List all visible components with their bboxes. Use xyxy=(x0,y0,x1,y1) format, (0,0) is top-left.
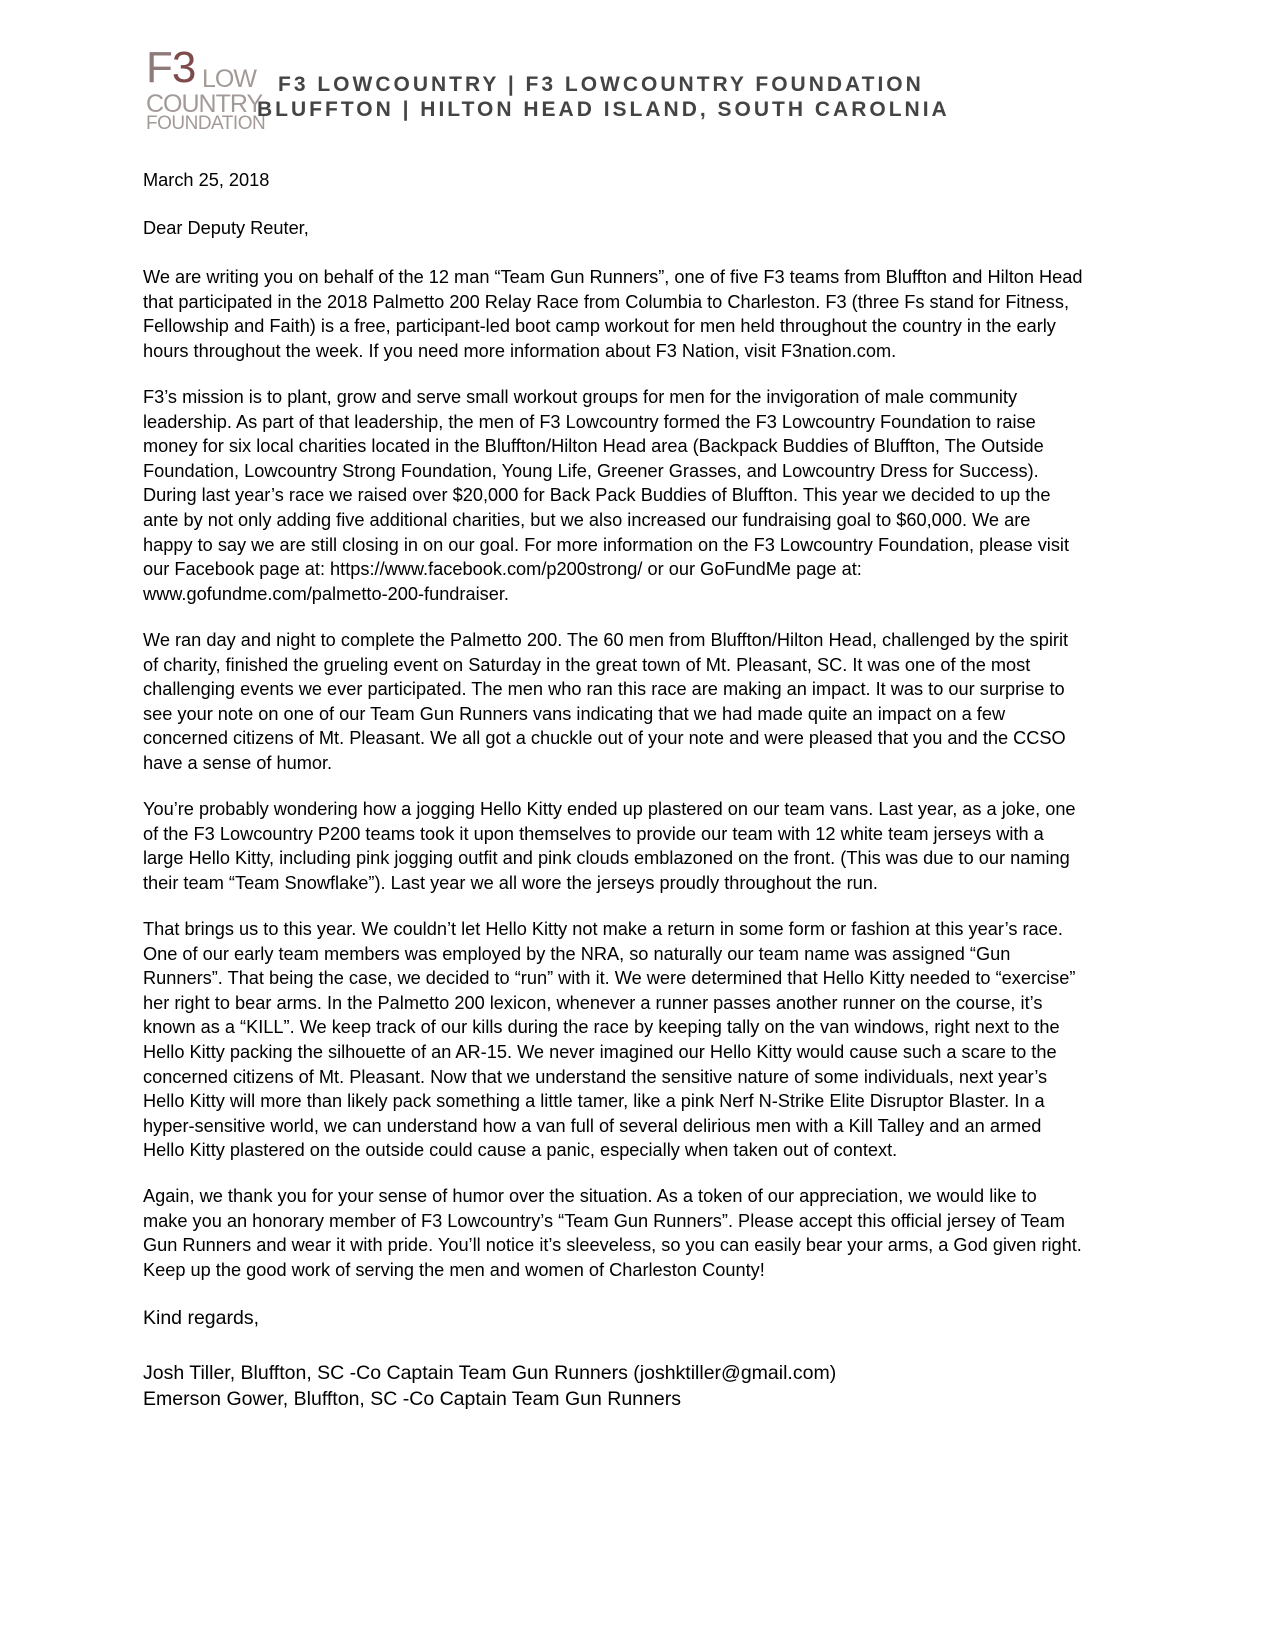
signature-line-2: Emerson Gower, Bluffton, SC -Co Captain Team Gun Runners xyxy=(143,1388,681,1410)
paragraph-intro: We are writing you on behalf of the 12 man “Team Gun Runners”, one of five F3 teams from Bluffton and Hilton Head that participated in the 2018 Palmetto 200 Relay Race from Columbia to Charleston. F3 (three Fs stand for Fitness, Fellowship and Faith) is a free, participant-led boot camp workout for men held throughout the country in the early hours throughout the week. If you need more information about F3 Nation, visit F3nation.com. xyxy=(143,267,1083,361)
paragraph-mission: F3’s mission is to plant, grow and serve small workout groups for men for the invigoration of male community leadership. As part of that leadership, the men of F3 Lowcountry formed the F3 Lowcountry Foundation to raise money for six local charities located in the Bluffton/Hilton Head area (Backpack Buddies of Bluffton, The Outside Foundation, Lowcountry Strong Foundation, Young Life, Greener Grasses, and Lowcountry Dress for Success). During last year’s race we raised over $20,000 for Back Pack Buddies of Bluffton. This year we decided to up the ante by not only adding five additional charities, but we also increased our fundraising goal to $60,000. We are happy to say we are still closing in on our goal. For more information on the F3 Lowcountry Foundation, please visit our Facebook page at: https://www.facebook.com/p200strong/ or our GoFundMe page at: www.gofundme.com/palmetto-200-fundraiser. xyxy=(143,387,1070,604)
logo-three: 3 xyxy=(171,43,196,92)
foundation-logo xyxy=(146,43,266,134)
letterhead-line-1: F3 LOWCOUNTRY | F3 LOWCOUNTRY FOUNDATION xyxy=(278,73,924,96)
logo-f3-mark xyxy=(146,43,196,92)
logo-foundation: FOUNDATION xyxy=(146,113,266,134)
letter-date: March 25, 2018 xyxy=(143,170,270,190)
logo-f: F xyxy=(146,43,172,92)
paragraph-hello-kitty: You’re probably wondering how a jogging Hello Kitty ended up plastered on our team vans. Last year, as a joke, one of the F3 Lowcountry P200 teams took it upon themselves to provide our team with 12 white team jerseys with a large Hello Kitty, including pink jogging outfit and pink clouds emblazoned on the front. (This was due to our naming their team “Team Snowflake”). Last year we all wore the jerseys proudly throughout the run. xyxy=(143,799,1076,893)
logo-low: LOW xyxy=(202,65,256,93)
letterhead-line-2: BLUFFTON | HILTON HEAD ISLAND, SOUTH CAROLNIA xyxy=(257,98,950,121)
paragraph-thanks: Again, we thank you for your sense of humor over the situation. As a token of our appreciation, we would like to make you an honorary member of F3 Lowcountry’s “Team Gun Runners”. Please accept this official jersey of Team Gun Runners and wear it with pride. You’ll notice it’s sleeveless, so you can easily bear your arms, a God given right. Keep up the good work of serving the men and women of Charleston County! xyxy=(143,1186,1082,1280)
letter-closing: Kind regards, xyxy=(143,1307,259,1329)
paragraph-race: We ran day and night to complete the Palmetto 200. The 60 men from Bluffton/Hilton Head, challenged by the spirit of charity, finished the grueling event on Saturday in the great town of Mt. Pleasant, SC. It was one of the most challenging events we ever participated. The men who ran this race are making an impact. It was to our surprise to see your note on one of our Team Gun Runners vans indicating that we had made quite an impact on a few concerned citizens of Mt. Pleasant. We all got a chuckle out of your note and were pleased that you and the CCSO have a sense of humor. xyxy=(143,630,1069,773)
signature-line-1: Josh Tiller, Bluffton, SC -Co Captain Team Gun Runners (joshktiller@gmail.com) xyxy=(143,1362,837,1384)
logo-country: COUNTRY xyxy=(146,90,263,118)
paragraph-this-year: That brings us to this year. We couldn’t let Hello Kitty not make a return in some form or fashion at this year’s race. One of our early team members was employed by the NRA, so naturally our team name was assigned “Gun Runners”. That being the case, we decided to “run” with it. We were determined that Hello Kitty needed to “exercise” her right to bear arms. In the Palmetto 200 lexicon, whenever a runner passes another runner on the course, it’s known as a “KILL”. We keep track of our kills during the race by keeping tally on the van windows, right next to the Hello Kitty packing the silhouette of an AR-15. We never imagined our Hello Kitty would cause such a scare to the concerned citizens of Mt. Pleasant. Now that we understand the sensitive nature of some individuals, next year’s Hello Kitty will more than likely pack something a little tamer, like a pink Nerf N-Strike Elite Disruptor Blaster. In a hyper-sensitive world, we can understand how a van full of several delirious men with a Kill Talley and an armed Hello Kitty plastered on the outside could cause a panic, especially when taken out of context. xyxy=(143,919,1076,1161)
letter-salutation: Dear Deputy Reuter, xyxy=(143,218,309,238)
